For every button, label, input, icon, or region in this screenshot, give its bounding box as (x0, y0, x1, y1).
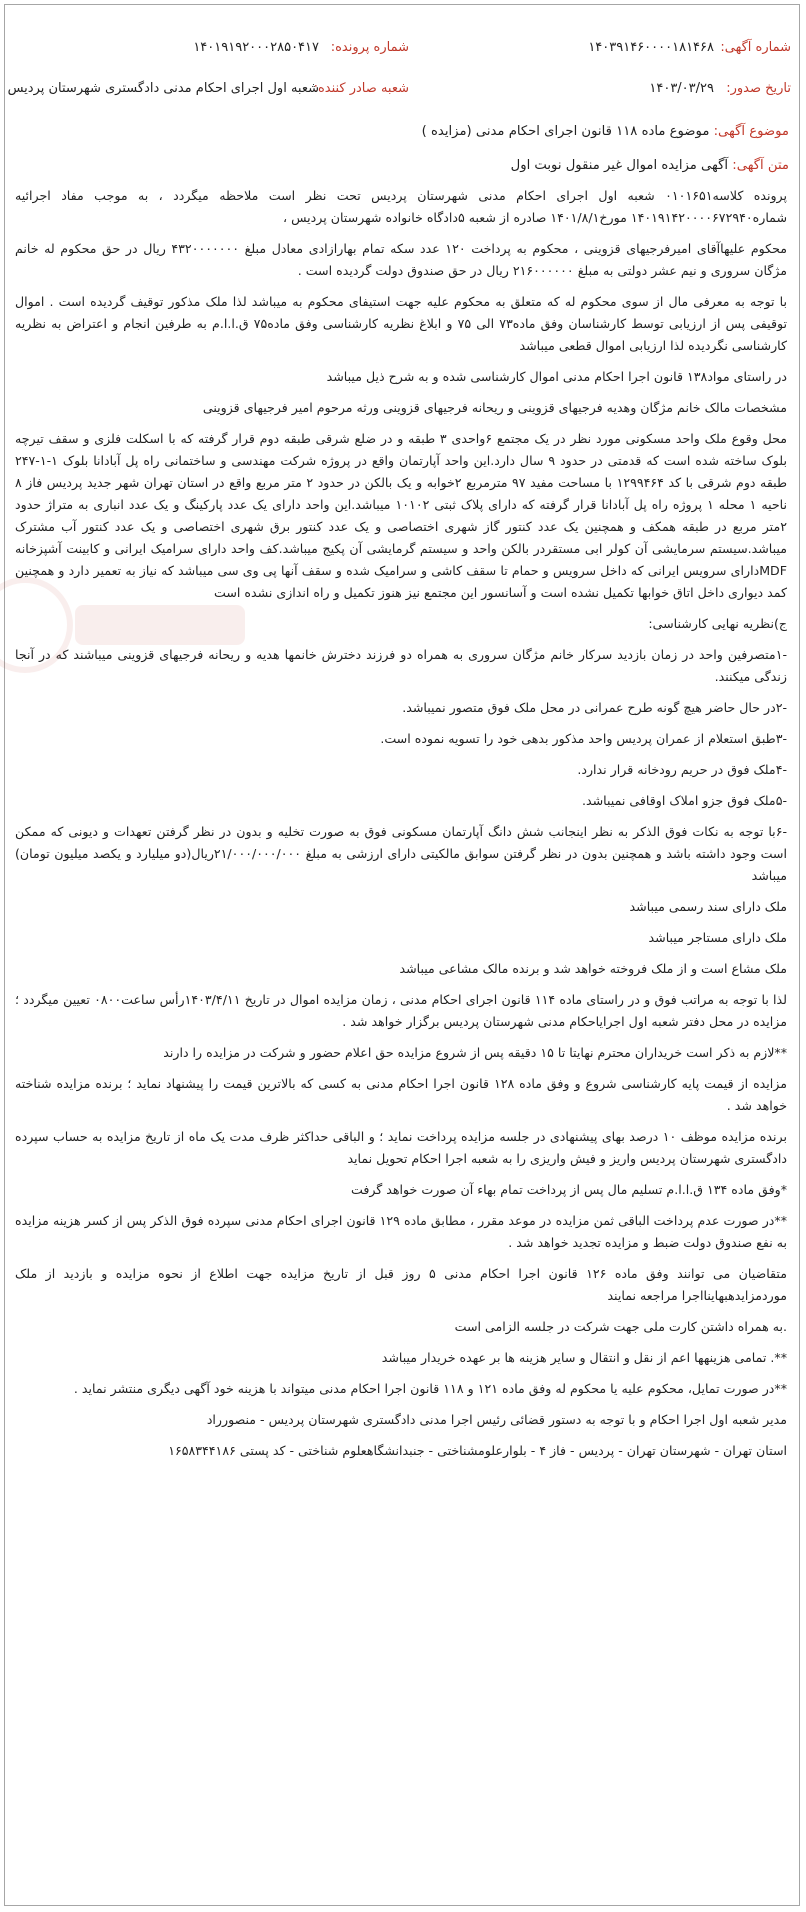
notice-meta (5, 5, 799, 115)
paragraph: با توجه به معرفی مال از سوی محکوم له که متعلق به محکوم علیه جهت استیفای محکوم به میباشد لذا ملک مذکور توقیف گردیده است . اموال توقیفی پس از ارزیابی توسط کارشناسان وفق ماده۷۳ الی ۷۵ و ابلاغ نظریه کارشناسی وفق ماده۷۵ ق.ا.ا.م به طرفین انجام و اعتراض به نظریه کارشناسی نگردیده لذا ارزیابی اموال قطعی میباشد (15, 294, 787, 353)
paragraph: در راستای مواد۱۳۸ قانون اجرا احکام مدنی اموال کارشناسی شده و به شرح ذیل میباشد (326, 369, 787, 384)
paragraph: **در صورت تمایل، محکوم علیه یا محکوم له وفق ماده ۱۲۱ و ۱۱۸ قانون اجرا احکام مدنی میتواند با هزینه خود آگهی دیگری منتشر نماید . (73, 1381, 787, 1396)
paragraph: -۱متصرفین واحد در زمان بازدید سرکار خانم مژگان سروری به همراه دو فرزند دخترش خانمها هدیه و ریحانه فرجیهای قزوینی میباشند که در آنجا زندگی میکنند. (15, 647, 787, 684)
notice-body (15, 185, 787, 1471)
subject-line (13, 121, 789, 143)
paragraph: *وفق ماده ۱۳۴ ق.ا.ا.م تسلیم مال پس از پرداخت تمام بهاء آن صورت خواهد گرفت (350, 1182, 787, 1197)
paragraph: ج)نظریه نهایی کارشناسی: (648, 616, 787, 631)
paragraph: **لازم به ذکر است خریداران محترم نهایتا تا ۱۵ دقیقه پس از شروع مزایده حق اعلام حضور و شرکت در مزایده را دارند (163, 1045, 787, 1060)
paragraph: محکوم علیهاآقای امیرفرجیهای قزوینی ، محکوم به پرداخت ۱۲۰ عدد سکه تمام بهارازادی معادل مبلغ ۴۳۲۰۰۰۰۰۰۰ ریال در حق محکوم له خانم مژگان سروری و نیم عشر دولتی به مبلغ ۲۱۶۰۰۰۰۰۰ ریال در حق صندوق دولت گردیده است . (15, 241, 787, 278)
ad-text-label: متن آگهی: (732, 158, 789, 173)
paragraph: -۲در حال حاضر هیچ گونه طرح عمرانی در محل ملک فوق متصور نمیباشد. (402, 700, 787, 715)
paragraph: -۶با توجه به نکات فوق الذکر به نظر اینجانب شش دانگ آپارتمان مسکونی فوق به صورت تخلیه و بدون در نظر گرفتن تعهدات و دیونی که ممکن است وجود داشته باشد و همچنین بدون در نظر گرفتن سوابق مالکیتی دارای ارزشی به مبلغ ۲۱/۰۰۰/۰۰۰/۰۰۰ریال(دو میلیارد و یکصد میلیون تومان) میباشد (15, 824, 787, 883)
case-number: ۱۴۰۱۹۱۹۲۰۰۰۲۸۵۰۴۱۷ (193, 40, 319, 55)
paragraph: برنده مزایده موظف ۱۰ درصد بهای پیشنهادی در جلسه مزایده پرداخت نماید ؛ و الباقی حداکثر ظرف مدت یک ماه از تاریخ مزایده به حساب سپرده دادگستری شهرستان پردیس واریز و فیش واریزی را به شعبه اجرا احکام تحویل نماید (15, 1129, 787, 1166)
paragraph: لذا با توجه به مراتب فوق و در راستای ماده ۱۱۴ قانون اجرای احکام مدنی ، زمان مزایده اموال در تاریخ ۱۴۰۳/۴/۱۱رأس ساعت۰۸۰۰ تعیین میگردد ؛ مزایده در محل دفتر شعبه اول اجرایاحکام مدنی شهرستان پردیس برگزار خواهد شد . (15, 992, 787, 1029)
issue-date: ۱۴۰۳/۰۳/۲۹ (649, 81, 714, 96)
paragraph: مدیر شعبه اول اجرا احکام و با توجه به دستور قضائی رئیس اجرا مدنی دادگستری شهرستان پردیس - منصورراد (206, 1412, 787, 1427)
issuer-label: شعبه صادر کننده: (313, 81, 409, 96)
notice-frame (4, 4, 800, 1906)
paragraph: -۴ملک فوق در حریم رودخانه قرار ندارد. (577, 762, 787, 777)
paragraph: ملک مشاع است و از ملک فروخته خواهد شد و برنده مالک مشاعی میباشد (399, 961, 787, 976)
paragraph: **در صورت عدم پرداخت الباقی ثمن مزایده در موعد مقرر ، مطابق ماده ۱۲۹ قانون اجرای احکام مدنی سپرده فوق الذکر پس از کسر هزینه مزایده به نفع صندوق دولت ضبط و مزایده تجدید خواهد شد . (15, 1213, 788, 1250)
paragraph: ملک دارای سند رسمی میباشد (629, 899, 787, 914)
issue-date-label: تاریخ صدور: (726, 81, 791, 96)
ad-title: آگهی مزایده اموال غیر منقول نوبت اول (510, 158, 729, 173)
paragraph: محل وقوع ملک واحد مسکونی مورد نظر در یک مجتمع ۶واحدی ۳ طبقه و در ضلع شرقی طبقه دوم قرار گرفته که با اسکلت فلزی و سقف تیرچه بلوک ساخته شده است که قدمتی در حدود ۹ سال دارد.این واحد آپارتمان واقع در پروژه شرکت مهندسی و ساختمانی راه پل آبادانا بلوک ۱-۱-۲۴۷ طبقه دوم شرقی با کد ۱۲۹۹۴۶۴ با مساحت مفید ۹۷ مترمربع ۲خوابه و یک بالکن در حدود ۲ متر مربع واقع در استان تهران شهر جدید پردیس فاز ۸ ناحیه ۱ محله ۱ پروژه راه پل آبادانا قرار گرفته که دارای پلاک ثبتی ۱۰۱۰۲ میباشد.این واحد دارای یک عدد پارکینگ و یک عدد انباری به متراژ حدود ۲متر مربع در طبقه همکف و همچنین یک عدد کنتور گاز شهری اختصاصی و یک عدد کنتور برق شهری اختصاصی و یک عدد کنتور آب مشترک میباشد.سیستم سرمایشی آن کولر ابی مستقردر بالکن واحد و سیستم گرمایشی آن پکیج میباشد.کف واحد دارای سرامیک ایرانی و کابینت آشپزخانه MDFدارای سرویس ایرانی که داخل سرویس و حمام تا سقف کاشی و سرامیک شده و سقف آنها پی وی سی میباشد که نیاز به تعمیر دارد و همچنین کمد دیواری داخل اتاق خوابها تکمیل نشده است و آسانسور این مجتمع نیز هنوز تکمیل و راه اندازی نشده است (15, 431, 788, 600)
ad-number: ۱۴۰۳۹۱۴۶۰۰۰۰۱۸۱۴۶۸ (588, 40, 714, 55)
paragraph: .به همراه داشتن کارت ملی جهت شرکت در جلسه الزامی است (454, 1319, 787, 1334)
paragraph: ملک دارای مستاجر میباشد (648, 930, 787, 945)
paragraph: استان تهران - شهرستان تهران - پردیس - فاز ۴ - بلوارعلومشناختی - جنبدانشگاهعلوم شناختی - کد پستی ۱۶۵۸۳۴۴۱۸۶ (168, 1443, 787, 1458)
paragraph: پرونده کلاسه۰۱۰۱۶۵۱ شعبه اول اجرای احکام مدنی شهرستان پردیس تحت نظر است ملاحظه میگردد ، به موجب مفاد اجرائیه شماره۱۴۰۱۹۱۴۲۰۰۰۰۶۷۲۹۴۰ مورخ۱۴۰۱/۸/۱ صادره از شعبه ۵دادگاه خانواده شهرستان پردیس ، (15, 188, 787, 225)
subject-text: موضوع ماده ۱۱۸ قانون اجرای احکام مدنی (مزایده ) (421, 124, 710, 139)
paragraph: مشخصات مالک خانم مژگان وهدیه فرجیهای قزوینی و ریحانه فرجیهای قزوینی ورثه مرحوم امیر فرجیهای قزوینی (202, 400, 787, 415)
paragraph: -۵ملک فوق جزو املاک اوقافی نمیباشد. (581, 793, 787, 808)
paragraph: متقاضیان می توانند وفق ماده ۱۲۶ قانون اجرا احکام مدنی ۵ روز قبل از تاریخ مزایده جهت اطلاع از نحوه مزایده و بازدید از ملک موردمزایدهبهاینااجرا مراجعه نمایند (15, 1266, 787, 1303)
subject-label: موضوع آگهی: (713, 124, 789, 139)
ad-number-label: شماره آگهی: (720, 40, 791, 55)
ad-title-line (13, 155, 789, 177)
case-number-label: شماره پرونده: (330, 40, 409, 55)
paragraph: **. تمامی هزینهها اعم از نقل و انتقال و سایر هزینه ها بر عهده خریدار میباشد (381, 1350, 787, 1365)
issuer: شعبه اول اجرای احکام مدنی دادگستری شهرستان پردیس (7, 81, 319, 96)
paragraph: -۳طبق استعلام از عمران پردیس واحد مذکور بدهی خود را تسویه نموده است. (380, 731, 787, 746)
paragraph: مزایده از قیمت پایه کارشناسی شروع و وفق ماده ۱۲۸ قانون اجرا احکام مدنی به کسی که بالاترین قیمت را پیشنهاد نماید ؛ برنده مزایده شناخته خواهد شد . (15, 1076, 787, 1113)
